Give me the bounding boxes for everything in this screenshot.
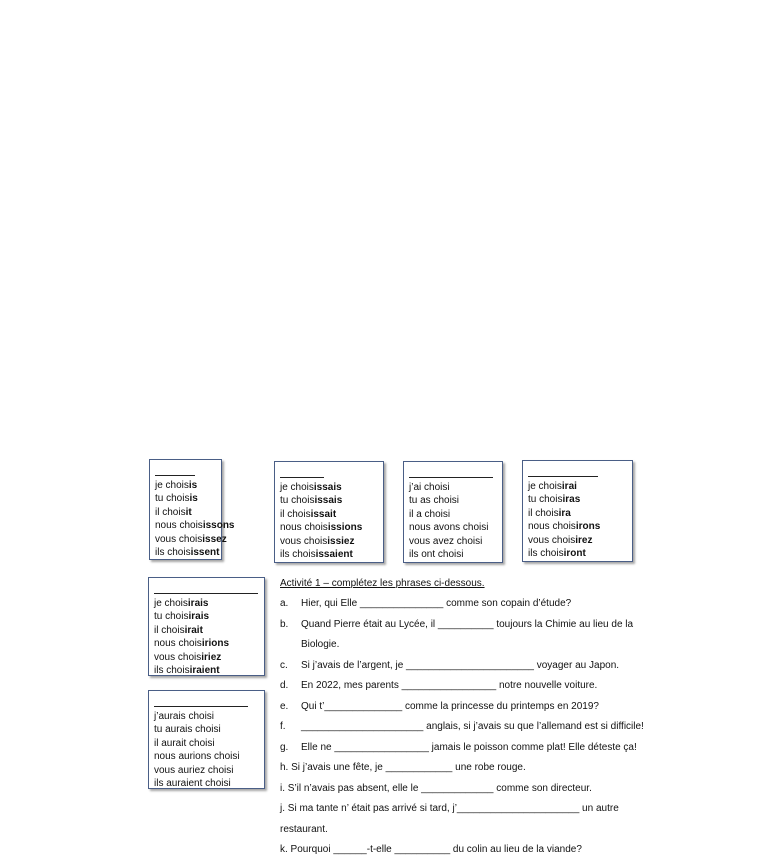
- item-label: f.: [280, 721, 286, 732]
- conjugation-list: [280, 481, 378, 561]
- verb-ending: ira: [558, 507, 571, 519]
- tense-blank: [280, 468, 324, 478]
- exercise-item: [280, 844, 660, 865]
- verb-ending: issons: [202, 520, 235, 532]
- verb-ending: issais: [314, 495, 343, 507]
- verb-stem: ils chois: [280, 549, 316, 561]
- verb-stem: tu chois: [155, 493, 190, 505]
- verb-stem: tu chois: [154, 611, 189, 623]
- exercise-item: [280, 783, 660, 804]
- verb-stem: j’ai choisi: [409, 482, 450, 493]
- activity-title: Activité 1 – complétez les phrases ci-dessous.: [280, 578, 485, 589]
- verb-ending: irais: [188, 611, 210, 623]
- exercise-item: [280, 803, 660, 824]
- item-label: g.: [280, 741, 289, 753]
- passe-compose-box: [403, 461, 503, 563]
- conjugation-row: [154, 637, 259, 650]
- conjugation-row: [155, 546, 220, 559]
- verb-stem: vous chois: [280, 535, 328, 547]
- verb-stem: nous chois: [528, 521, 576, 533]
- conjugation-row: [154, 664, 259, 677]
- exercise-item: [280, 639, 660, 660]
- verb-stem: nous aurions choisi: [154, 751, 240, 763]
- conjugation-list: [155, 479, 235, 559]
- exercise-item: [280, 701, 660, 722]
- conjugation-row: [154, 651, 259, 664]
- item-text: En 2022, mes parents _________________ notre nouvelle voiture.: [301, 680, 598, 691]
- verb-ending: irais: [187, 598, 209, 609]
- verb-ending: iront: [563, 548, 586, 560]
- conjugation-row: [154, 737, 259, 750]
- exercise-item: [280, 660, 660, 681]
- tense-blank: [528, 467, 598, 477]
- verb-ending: issaient: [315, 549, 353, 561]
- verb-stem: vous auriez choisi: [154, 764, 234, 776]
- verb-ending: issais: [313, 482, 342, 493]
- past-conditional-box: [148, 690, 265, 789]
- conjugation-row: [280, 535, 378, 548]
- exercise-item: [280, 762, 660, 783]
- exercise-item: [280, 721, 660, 742]
- item-label: a.: [280, 598, 289, 609]
- item-label: e.: [280, 700, 289, 712]
- verb-stem: nous chois: [154, 638, 202, 650]
- verb-stem: il chois: [154, 624, 185, 636]
- conjugation-row: [280, 508, 378, 521]
- present-tense-box: [149, 459, 235, 560]
- item-text: Qui t’______________ comme la princesse du printemps en 2019?: [301, 700, 599, 712]
- verb-stem: vous chois: [155, 533, 203, 545]
- future-tense-box: [522, 460, 633, 562]
- item-text: Hier, qui Elle _______________ comme son copain d’étude?: [301, 598, 572, 609]
- conjugation-row: [528, 547, 627, 560]
- conjugation-row: [409, 535, 497, 548]
- conjugation-row: [154, 750, 259, 763]
- verb-ending: issiez: [327, 535, 355, 547]
- tense-blank: [155, 466, 195, 476]
- item-text: Elle ne _________________ jamais le poisson comme plat! Elle déteste ça!: [301, 741, 637, 753]
- verb-stem: ils chois: [155, 547, 191, 559]
- verb-stem: il aurait choisi: [154, 737, 215, 749]
- conjugation-row: [154, 710, 259, 723]
- verb-stem: vous avez choisi: [409, 535, 483, 547]
- tense-blank: [409, 468, 493, 478]
- conjugation-row: [280, 481, 378, 494]
- conjugation-row: [528, 507, 627, 520]
- conjugation-row: [155, 533, 227, 546]
- exercise-item: [280, 680, 660, 701]
- item-text: Si j’avais de l’argent, je _______________________ voyager au Japon.: [301, 659, 620, 671]
- conjugation-row: [409, 508, 497, 521]
- conjugation-row: [154, 777, 259, 790]
- item-text: restaurant.: [280, 823, 328, 835]
- verb-ending: issions: [327, 522, 363, 534]
- verb-stem: nous chois: [280, 522, 328, 534]
- tense-blank: [154, 697, 248, 707]
- conjugation-row: [409, 521, 497, 534]
- conjugation-row: [155, 492, 216, 505]
- verb-ending: is: [189, 493, 198, 505]
- verb-stem: nous chois: [155, 520, 203, 532]
- conditional-tense-box: [148, 577, 265, 676]
- conjugation-row: [155, 479, 216, 492]
- conjugation-row: [155, 506, 216, 519]
- item-label: d.: [280, 680, 289, 691]
- verb-ending: irons: [575, 521, 601, 533]
- conjugation-row: [154, 624, 259, 637]
- tense-blank: [154, 584, 258, 594]
- verb-stem: ils ont choisi: [409, 549, 464, 561]
- verb-ending: irions: [201, 638, 230, 650]
- verb-stem: il chois: [528, 507, 559, 519]
- verb-stem: je chois: [528, 481, 562, 492]
- verb-stem: je chois: [155, 480, 189, 491]
- verb-stem: ils chois: [528, 548, 564, 560]
- verb-ending: issent: [190, 547, 220, 559]
- verb-stem: tu chois: [280, 495, 315, 507]
- verb-ending: irai: [561, 481, 577, 492]
- verb-ending: iras: [562, 494, 581, 506]
- item-label: b.: [280, 618, 289, 630]
- verb-stem: tu chois: [528, 494, 563, 506]
- verb-stem: nous avons choisi: [409, 522, 489, 534]
- conjugation-row: [154, 597, 259, 610]
- verb-stem: il chois: [280, 508, 311, 520]
- exercise-item: [280, 619, 660, 640]
- conjugation-list: [528, 480, 627, 560]
- exercise-item: [280, 742, 660, 763]
- activity-items: [280, 598, 660, 865]
- verb-stem: tu aurais choisi: [154, 724, 221, 736]
- item-text: j. Si ma tante n’ était pas arrivé si tard, j’______________________ un autre: [280, 803, 619, 814]
- conjugation-list: [154, 597, 259, 677]
- conjugation-row: [155, 519, 235, 532]
- verb-stem: vous chois: [154, 651, 202, 663]
- conjugation-list: [409, 481, 497, 561]
- verb-ending: is: [188, 480, 198, 491]
- exercise-item: [280, 824, 660, 845]
- conjugation-row: [528, 534, 627, 547]
- conjugation-list: [154, 710, 259, 790]
- verb-stem: ils auraient choisi: [154, 778, 231, 790]
- verb-ending: irez: [575, 534, 593, 546]
- verb-ending: issait: [310, 508, 337, 520]
- conjugation-row: [528, 493, 627, 506]
- item-text: k. Pourquoi ______-t-elle __________ du colin au lieu de la viande?: [280, 844, 582, 855]
- conjugation-row: [409, 481, 497, 494]
- verb-ending: it: [185, 506, 192, 518]
- verb-stem: j’aurais choisi: [154, 711, 215, 722]
- conjugation-row: [154, 764, 259, 777]
- conjugation-row: [280, 521, 378, 534]
- exercise-item: [280, 598, 660, 619]
- verb-stem: je chois: [154, 598, 188, 609]
- imperfect-tense-box: [274, 461, 384, 563]
- item-text: h. Si j’avais une fête, je ____________ une robe rouge.: [280, 762, 526, 773]
- verb-ending: iraient: [189, 665, 220, 677]
- conjugation-row: [154, 723, 259, 736]
- conjugation-row: [528, 480, 627, 493]
- verb-stem: tu as choisi: [409, 495, 460, 507]
- conjugation-row: [409, 548, 497, 561]
- activity-section: [280, 578, 660, 865]
- conjugation-row: [280, 494, 378, 507]
- conjugation-row: [154, 610, 259, 623]
- item-text: i. S’il n’avais pas absent, elle le _____________ comme son directeur.: [280, 782, 592, 794]
- verb-ending: irait: [184, 624, 203, 636]
- conjugation-row: [528, 520, 627, 533]
- conjugation-row: [280, 548, 378, 561]
- item-text: Quand Pierre était au Lycée, il __________ toujours la Chimie au lieu de la: [301, 618, 634, 630]
- verb-stem: il a choisi: [409, 508, 451, 520]
- verb-ending: iriez: [201, 651, 222, 663]
- verb-ending: issez: [202, 533, 227, 545]
- verb-stem: vous chois: [528, 534, 576, 546]
- conjugation-row: [409, 494, 497, 507]
- verb-stem: ils chois: [154, 665, 190, 677]
- item-label: c.: [280, 659, 288, 671]
- item-text: Biologie.: [301, 639, 340, 650]
- verb-stem: il chois: [155, 506, 186, 518]
- verb-stem: je chois: [280, 482, 314, 493]
- item-text: ______________________ anglais, si j’avais su que l’allemand est si difficile!: [301, 721, 644, 732]
